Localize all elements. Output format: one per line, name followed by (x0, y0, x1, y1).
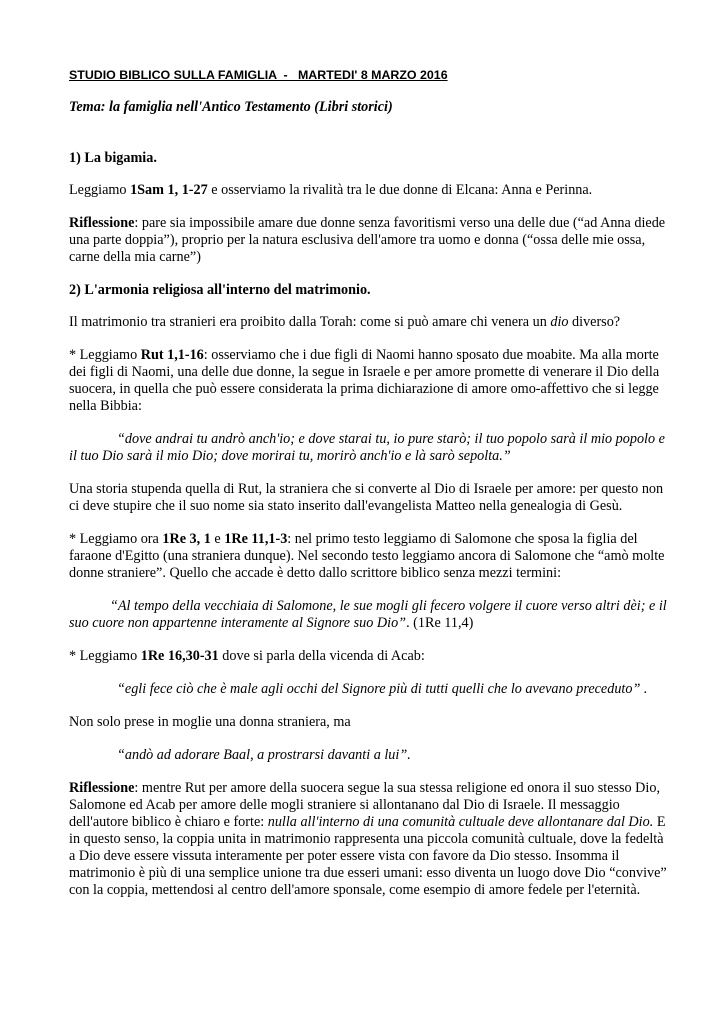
quote-rut: “dove andrai tu andrò anch'io; e dove starai tu, io pure starò; il tuo popolo sarà il mio popolo e il tuo Dio sarà il mio Dio; dove morirai tu, morirò anch'io e là sarò sepolta.” (69, 431, 665, 464)
riflessione-label: Riflessione (69, 215, 135, 231)
section-heading-bigamia: 1) La bigamia. (69, 150, 157, 166)
section-heading-armonia: 2) L'armonia religiosa all'interno del matrimonio. (69, 282, 371, 298)
bible-reference: 1Re 11,1-3 (224, 531, 288, 547)
paragraph-storia-rut: Una storia stupenda quella di Rut, la straniera che si converte al Dio di Israele per amore: per questo non ci deve stupire che il suo nome sia stato inserito dall'evangelista Matteo nella genealogia di Gesù. (69, 481, 664, 514)
paragraph-leggiamo-1sam: Leggiamo 1Sam 1, 1-27 e osserviamo la rivalità tra le due donne di Elcana: Anna e Perinna. (69, 182, 593, 198)
quote-salomone: “Al tempo della vecchiaia di Salomone, le sue mogli gli fecero volgere il cuore verso altri dèi; e il suo cuore non appartenne interamente al Signore suo Dio”. (1Re 11,4) (69, 598, 667, 631)
paragraph-leggiamo-1re: * Leggiamo ora 1Re 3, 1 e 1Re 11,1-3: nel primo testo leggiamo di Salomone che sposa la figlia del faraone d'Egitto (una straniera dunque). Nel secondo testo leggiamo ancora di Salomone che “amò molte donne straniere”. Quello che accade è detto dallo scrittore biblico senza mezzi termini: (69, 531, 665, 581)
paragraph-leggiamo-rut: * Leggiamo Rut 1,1-16: osserviamo che i due figli di Naomi hanno sposato due moabite. Ma alla morte dei figli di Naomi, una delle due donne, la segue in Israele e per amore promette di venerare il Dio della suocera, in quella che può essere considerata la prima dichiarazione di amore omo-affettivo che si legge nella Bibbia: (69, 347, 660, 414)
quote-acab: “egli fece ciò che è male agli occhi del Signore più di tutti quelli che lo avevano preceduto” . (117, 681, 648, 697)
document-page (69, 67, 669, 915)
document-subtitle: Tema: la famiglia nell'Antico Testamento (Libri storici) (69, 99, 393, 115)
paragraph-non-solo: Non solo prese in moglie una donna straniera, ma (69, 714, 351, 730)
bible-reference: Rut 1,1-16 (140, 347, 204, 363)
paragraph-riflessione-1: Riflessione: pare sia impossibile amare due donne senza favoritismi verso una delle due (“ad Anna diede una parte doppia”), proprio per la natura esclusiva dell'amore tra uomo e donna (“ossa delle mie ossa, carne della mia carne”) (69, 215, 666, 265)
bible-reference: 1Sam 1, 1-27 (130, 182, 208, 198)
paragraph-torah: Il matrimonio tra stranieri era proibito dalla Torah: come si può amare chi venera un dio diverso? (69, 314, 621, 330)
paragraph-riflessione-2: Riflessione: mentre Rut per amore della suocera segue la sua stessa religione ed onora il suo stesso Dio, Salomone ed Acab per amore delle mogli straniere si allontanano dal Dio di Israele. Il messaggio dell'autore biblico è chiaro e forte: nulla all'interno di una comunità cultuale deve allontanare dal Dio. E in questo senso, la coppia unita in matrimonio rappresenta una piccola comunità cultuale, dove la fedeltà a Dio deve essere vissuta interamente per poter essere vista con favore da Dio stesso. Insomma il matrimonio è più di una semplice unione tra due esseri umani: esso diventa un luogo dove Dio “convive” con la coppia, mettendosi al centro dell'amore sponsale, come esempio di amore fedele per l'eternità. (69, 780, 667, 898)
bible-reference: 1Re 16,30-31 (140, 648, 219, 664)
document-title: STUDIO BIBLICO SULLA FAMIGLIA - MARTEDI' 8 MARZO 2016 (69, 68, 448, 82)
quote-baal: “andò ad adorare Baal, a prostrarsi davanti a lui”. (117, 747, 411, 763)
bible-reference: 1Re 3, 1 (162, 531, 211, 547)
paragraph-leggiamo-acab: * Leggiamo 1Re 16,30-31 dove si parla della vicenda di Acab: (69, 648, 425, 664)
riflessione-label: Riflessione (69, 780, 135, 796)
